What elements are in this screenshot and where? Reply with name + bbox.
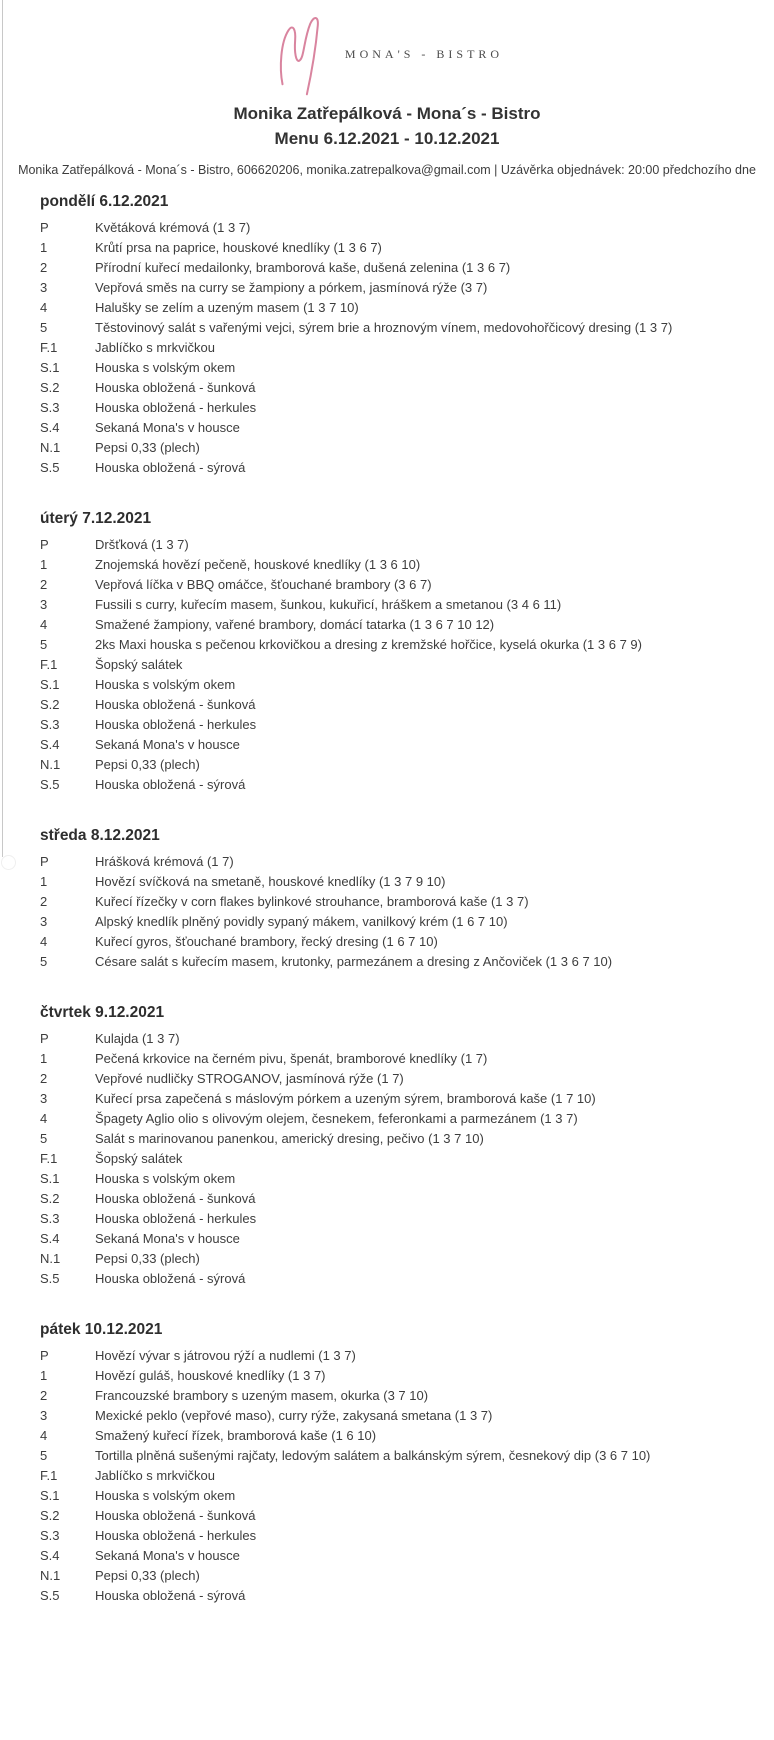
- item-code: P: [40, 1348, 49, 1364]
- menu-item-row: [40, 757, 744, 777]
- menu-item-row: [40, 1151, 744, 1171]
- item-name: Krůtí prsa na paprice, houskové knedlíky (1 3 6 7): [95, 240, 382, 256]
- item-code: F.1: [40, 340, 58, 356]
- item-code: S.3: [40, 1528, 60, 1544]
- edge-circle-artifact: [1, 855, 16, 870]
- menu-item-row: [40, 677, 744, 697]
- item-code: F.1: [40, 657, 58, 673]
- item-name: Hovězí svíčková na smetaně, houskové knedlíky (1 3 7 9 10): [95, 874, 446, 890]
- menu-item-row: [40, 577, 744, 597]
- item-code: S.5: [40, 1588, 60, 1604]
- item-code: S.4: [40, 1231, 60, 1247]
- item-name: Jablíčko s mrkvičkou: [95, 1468, 215, 1484]
- item-code: 2: [40, 260, 48, 276]
- item-name: Houska obložená - šunková: [95, 1508, 256, 1524]
- item-name: Šopský salátek: [95, 1151, 183, 1167]
- menu-item-row: [40, 617, 744, 637]
- menu-item-row: [40, 1348, 744, 1368]
- item-name: Přírodní kuřecí medailonky, bramborová kaše, dušená zelenina (1 3 6 7): [95, 260, 511, 276]
- item-code: S.3: [40, 717, 60, 733]
- menu-item-row: [40, 1368, 744, 1388]
- item-name: Smažené žampiony, vařené brambory, domácí tatarka (1 3 6 7 10 12): [95, 617, 495, 633]
- item-name: Houska s volským okem: [95, 360, 236, 376]
- item-code: 3: [40, 914, 48, 930]
- item-name: Alpský knedlík plněný povidly sypaný mákem, vanilkový krém (1 6 7 10): [95, 914, 508, 930]
- day-heading: pondělí 6.12.2021: [40, 193, 169, 211]
- menu-item-row: [40, 1191, 744, 1211]
- menu-item-row: [40, 360, 744, 380]
- item-code: S.5: [40, 1271, 60, 1287]
- item-name: Houska obložená - herkules: [95, 1528, 257, 1544]
- item-code: 5: [40, 637, 48, 653]
- title-line-owner: Monika Zatřepálková - Mona´s - Bistro: [233, 104, 541, 123]
- item-code: 3: [40, 1091, 48, 1107]
- item-code: S.4: [40, 420, 60, 436]
- menu-days: [0, 193, 774, 1608]
- item-code: 4: [40, 934, 48, 950]
- menu-item-row: [40, 1568, 744, 1588]
- day-section: [40, 193, 744, 480]
- menu-item-row: [40, 1091, 744, 1111]
- item-name: Špagety Aglio olio s olivovým olejem, česnekem, feferonkami a parmezánem (1 3 7): [95, 1111, 578, 1127]
- menu-item-row: [40, 340, 744, 360]
- item-code: 2: [40, 894, 48, 910]
- item-code: 4: [40, 617, 48, 633]
- item-name: Houska s volským okem: [95, 677, 236, 693]
- menu-item-row: [40, 934, 744, 954]
- day-rows: [40, 1031, 744, 1291]
- item-code: S.2: [40, 380, 60, 396]
- menu-item-row: [40, 1051, 744, 1071]
- item-name: Dršťková (1 3 7): [95, 537, 189, 553]
- item-code: S.1: [40, 360, 60, 376]
- menu-header: [0, 12, 774, 177]
- menu-item-row: [40, 1428, 744, 1448]
- item-code: 3: [40, 1408, 48, 1424]
- day-heading: úterý 7.12.2021: [40, 510, 152, 528]
- menu-item-row: [40, 1508, 744, 1528]
- item-code: S.1: [40, 1488, 60, 1504]
- item-name: Pepsi 0,33 (plech): [95, 1568, 200, 1584]
- item-name: Houska obložená - šunková: [95, 1191, 256, 1207]
- item-name: Vepřová směs na curry se žampiony a pórkem, jasmínová rýže (3 7): [95, 280, 488, 296]
- menu-item-row: [40, 1468, 744, 1488]
- item-name: Šopský salátek: [95, 657, 183, 673]
- item-code: 2: [40, 1071, 48, 1087]
- item-code: 1: [40, 557, 48, 573]
- item-code: S.4: [40, 737, 60, 753]
- item-code: S.2: [40, 1191, 60, 1207]
- menu-item-row: [40, 1448, 744, 1468]
- menu-item-row: [40, 1548, 744, 1568]
- menu-item-row: [40, 854, 744, 874]
- item-code: 1: [40, 874, 48, 890]
- item-code: N.1: [40, 757, 61, 773]
- item-name: Mexické peklo (vepřové maso), curry rýže, zakysaná smetana (1 3 7): [95, 1408, 493, 1424]
- menu-item-row: [40, 320, 744, 340]
- item-code: 5: [40, 320, 48, 336]
- item-name: Houska obložená - šunková: [95, 380, 256, 396]
- item-name: Hrášková krémová (1 7): [95, 854, 234, 870]
- item-name: Houska obložená - herkules: [95, 717, 257, 733]
- item-name: Pepsi 0,33 (plech): [95, 1251, 200, 1267]
- menu-item-row: [40, 717, 744, 737]
- item-code: S.5: [40, 777, 60, 793]
- item-code: N.1: [40, 1251, 61, 1267]
- item-name: Smažený kuřecí řízek, bramborová kaše (1 6 10): [95, 1428, 377, 1444]
- item-name: Květáková krémová (1 3 7): [95, 220, 251, 236]
- menu-item-row: [40, 1488, 744, 1508]
- day-heading: pátek 10.12.2021: [40, 1321, 163, 1339]
- left-edge-divider: [2, 0, 3, 857]
- menu-item-row: [40, 597, 744, 617]
- item-code: P: [40, 854, 49, 870]
- item-name: Jablíčko s mrkvičkou: [95, 340, 215, 356]
- item-code: 1: [40, 240, 48, 256]
- item-name: Halušky se zelím a uzeným masem (1 3 7 10): [95, 300, 359, 316]
- item-name: Pepsi 0,33 (plech): [95, 757, 200, 773]
- menu-item-row: [40, 1528, 744, 1548]
- item-name: Houska s volským okem: [95, 1171, 236, 1187]
- menu-item-row: [40, 894, 744, 914]
- item-code: P: [40, 537, 49, 553]
- item-name: Kuřecí prsa zapečená s máslovým pórkem a uzeným sýrem, bramborová kaše (1 7 10): [95, 1091, 596, 1107]
- item-code: P: [40, 220, 49, 236]
- day-section: [40, 510, 744, 797]
- item-code: 5: [40, 1448, 48, 1464]
- item-code: F.1: [40, 1468, 58, 1484]
- menu-item-row: [40, 1071, 744, 1091]
- item-code: 3: [40, 280, 48, 296]
- item-code: 3: [40, 597, 48, 613]
- item-code: N.1: [40, 440, 61, 456]
- item-name: Kuřecí řízečky v corn flakes bylinkové strouhance, bramborová kaše (1 3 7): [95, 894, 529, 910]
- logo-brand-text: MONA'S - BISTRO: [344, 46, 504, 61]
- menu-item-row: [40, 400, 744, 420]
- item-name: Fussili s curry, kuřecím masem, šunkou, kukuřicí, hráškem a smetanou (3 4 6 11): [95, 597, 562, 613]
- item-name: Sekaná Mona's v housce: [95, 737, 240, 753]
- day-section: [40, 1321, 744, 1608]
- menu-item-row: [40, 874, 744, 894]
- menu-item-row: [40, 697, 744, 717]
- item-name: Francouzské brambory s uzeným masem, okurka (3 7 10): [95, 1388, 429, 1404]
- day-rows: [40, 854, 744, 974]
- item-name: Houska s volským okem: [95, 1488, 236, 1504]
- item-name: 2ks Maxi houska s pečenou krkovičkou a dresing z kremžské hořčice, kyselá okurka (1 3 6 7 9): [95, 637, 642, 653]
- item-name: Houska obložená - herkules: [95, 400, 257, 416]
- item-code: S.1: [40, 1171, 60, 1187]
- item-name: Houska obložená - sýrová: [95, 1588, 246, 1604]
- item-code: 2: [40, 1388, 48, 1404]
- menu-item-row: [40, 1031, 744, 1051]
- menu-item-row: [40, 380, 744, 400]
- item-code: N.1: [40, 1568, 61, 1584]
- item-name: Houska obložená - herkules: [95, 1211, 257, 1227]
- item-name: Hovězí guláš, houskové knedlíky (1 3 7): [95, 1368, 326, 1384]
- menu-item-row: [40, 280, 744, 300]
- menu-item-row: [40, 1588, 744, 1608]
- item-code: S.4: [40, 1548, 60, 1564]
- menu-item-row: [40, 1251, 744, 1271]
- item-code: 2: [40, 577, 48, 593]
- menu-item-row: [40, 777, 744, 797]
- menu-item-row: [40, 220, 744, 240]
- item-name: Houska obložená - sýrová: [95, 777, 246, 793]
- title-line-menu-range: Menu 6.12.2021 - 10.12.2021: [274, 128, 500, 148]
- menu-item-row: [40, 1231, 744, 1251]
- menu-item-row: [40, 557, 744, 577]
- item-code: 4: [40, 1428, 48, 1444]
- item-name: Césare salát s kuřecím masem, krutonky, parmezánem a dresing z Ančoviček (1 3 6 7 10): [95, 954, 613, 970]
- item-name: Houska obložená - sýrová: [95, 1271, 246, 1287]
- day-section: [40, 827, 744, 974]
- menu-item-row: [40, 1271, 744, 1291]
- item-name: Houska obložená - sýrová: [95, 460, 246, 476]
- item-name: Kulajda (1 3 7): [95, 1031, 180, 1047]
- menu-item-row: [40, 637, 744, 657]
- item-name: Těstovinový salát s vařenými vejci, sýrem brie a hroznovým vínem, medovohořčicový dresing (1 3 7): [95, 320, 673, 336]
- item-name: Hovězí vývar s játrovou rýží a nudlemi (1 3 7): [95, 1348, 356, 1364]
- item-code: P: [40, 1031, 49, 1047]
- menu-item-row: [40, 1408, 744, 1428]
- menu-item-row: [40, 954, 744, 974]
- menu-item-row: [40, 1111, 744, 1131]
- menu-item-row: [40, 537, 744, 557]
- item-name: Vepřové nudličky STROGANOV, jasmínová rýže (1 7): [95, 1071, 404, 1087]
- menu-item-row: [40, 1171, 744, 1191]
- item-code: S.3: [40, 1211, 60, 1227]
- item-name: Pepsi 0,33 (plech): [95, 440, 200, 456]
- menu-item-row: [40, 260, 744, 280]
- item-code: 5: [40, 954, 48, 970]
- item-name: Tortilla plněná sušenými rajčaty, ledovým salátem a balkánským sýrem, česnekový dip (3 6 7 10): [95, 1448, 651, 1464]
- day-heading: středa 8.12.2021: [40, 827, 160, 845]
- menu-item-row: [40, 737, 744, 757]
- menu-item-row: [40, 240, 744, 260]
- item-code: S.1: [40, 677, 60, 693]
- menu-item-row: [40, 460, 744, 480]
- item-code: 1: [40, 1051, 48, 1067]
- menu-item-row: [40, 1211, 744, 1231]
- menu-item-row: [40, 914, 744, 934]
- item-code: S.2: [40, 1508, 60, 1524]
- menu-item-row: [40, 420, 744, 440]
- logo-monogram-m-icon: [271, 12, 331, 96]
- menu-item-row: [40, 440, 744, 460]
- contact-line: Monika Zatřepálková - Mona´s - Bistro, 606620206, monika.zatrepalkova@gmail.com | Uzávěrka objednávek: 20:00 předchozího dne: [18, 163, 756, 178]
- day-rows: [40, 220, 744, 480]
- item-code: S.5: [40, 460, 60, 476]
- item-code: 5: [40, 1131, 48, 1147]
- item-code: S.3: [40, 400, 60, 416]
- item-code: 4: [40, 1111, 48, 1127]
- day-rows: [40, 1348, 744, 1608]
- menu-item-row: [40, 1388, 744, 1408]
- item-name: Sekaná Mona's v housce: [95, 420, 240, 436]
- item-code: S.2: [40, 697, 60, 713]
- bistro-logo: [0, 12, 774, 96]
- menu-item-row: [40, 1131, 744, 1151]
- item-name: Sekaná Mona's v housce: [95, 1231, 240, 1247]
- item-code: 4: [40, 300, 48, 316]
- item-name: Sekaná Mona's v housce: [95, 1548, 240, 1564]
- item-code: F.1: [40, 1151, 58, 1167]
- item-name: Houska obložená - šunková: [95, 697, 256, 713]
- item-name: Znojemská hovězí pečeně, houskové knedlíky (1 3 6 10): [95, 557, 421, 573]
- menu-item-row: [40, 300, 744, 320]
- menu-item-row: [40, 657, 744, 677]
- item-name: Pečená krkovice na černém pivu, špenát, bramborové knedlíky (1 7): [95, 1051, 488, 1067]
- page-title: [0, 102, 774, 151]
- item-name: Vepřová líčka v BBQ omáčce, šťouchané brambory (3 6 7): [95, 577, 432, 593]
- day-heading: čtvrtek 9.12.2021: [40, 1004, 165, 1022]
- day-section: [40, 1004, 744, 1291]
- item-name: Salát s marinovanou panenkou, americký dresing, pečivo (1 3 7 10): [95, 1131, 484, 1147]
- day-rows: [40, 537, 744, 797]
- item-name: Kuřecí gyros, šťouchané brambory, řecký dresing (1 6 7 10): [95, 934, 438, 950]
- item-code: 1: [40, 1368, 48, 1384]
